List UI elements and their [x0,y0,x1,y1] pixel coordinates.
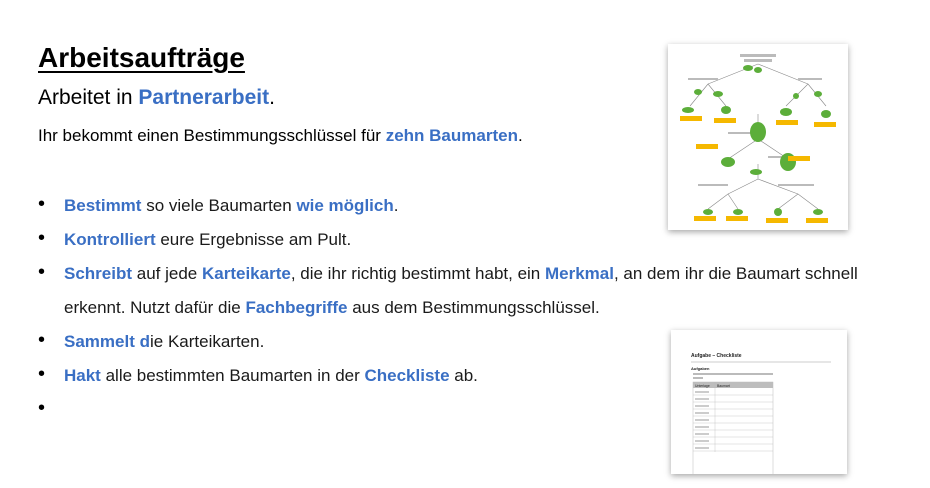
task-text: , an dem ihr die Baumart schnell erkennt. Nutzt dafür die [64,264,858,317]
task-keyword: Karteikarte [201,264,291,283]
task-text: , die ihr richtig bestimmt habt, ein [290,264,545,283]
intro-before: Ihr bekommt einen Bestimmungsschlüssel für [38,126,386,145]
checklist-image [671,330,847,474]
checklist-thumbnail [671,330,847,474]
task-keyword: Bestimmt [64,196,142,215]
task-text: eure Ergebnisse am Pult. [155,230,352,249]
task-keyword: Fachbegriffe [245,298,348,317]
intro-end: . [517,126,523,145]
task-keyword: Merkmal [544,264,614,283]
checklist-subheading: Aufgaben [691,366,710,371]
checklist-col2: Baumart [717,384,730,388]
task-keyword: Sammelt d [64,332,150,351]
intro-highlight: zehn Baumarten [385,126,518,145]
task-text: auf jede [132,264,202,283]
key-diagram-image [668,44,848,230]
subtitle-text: Arbeitet in [38,86,139,109]
task-item [38,257,918,325]
task-keyword: Hakt [64,366,101,385]
task-keyword: wie möglich [296,196,394,215]
task-text: alle bestimmten Baumarten in der [100,366,365,385]
task-text: ab. [449,366,478,385]
task-text: so viele Baumarten [141,196,297,215]
task-text: aus dem Bestimmungsschlüssel. [347,298,600,317]
checklist-col1: Unterlage [695,384,710,388]
checklist-heading: Aufgabe – Checkliste [691,353,742,359]
task-keyword: Kontrolliert [64,230,156,249]
subtitle-highlight: Partnerarbeit [138,86,270,109]
page-title: Arbeitsaufträge [38,42,245,73]
key-diagram-thumbnail [668,44,848,230]
intro-text [38,126,523,146]
subtitle-end: . [269,86,275,109]
task-text: . [393,196,399,215]
task-text: ie Karteikarten. [149,332,265,351]
task-keyword: Schreibt [64,264,133,283]
task-keyword: Checkliste [364,366,450,385]
subtitle [38,86,275,110]
